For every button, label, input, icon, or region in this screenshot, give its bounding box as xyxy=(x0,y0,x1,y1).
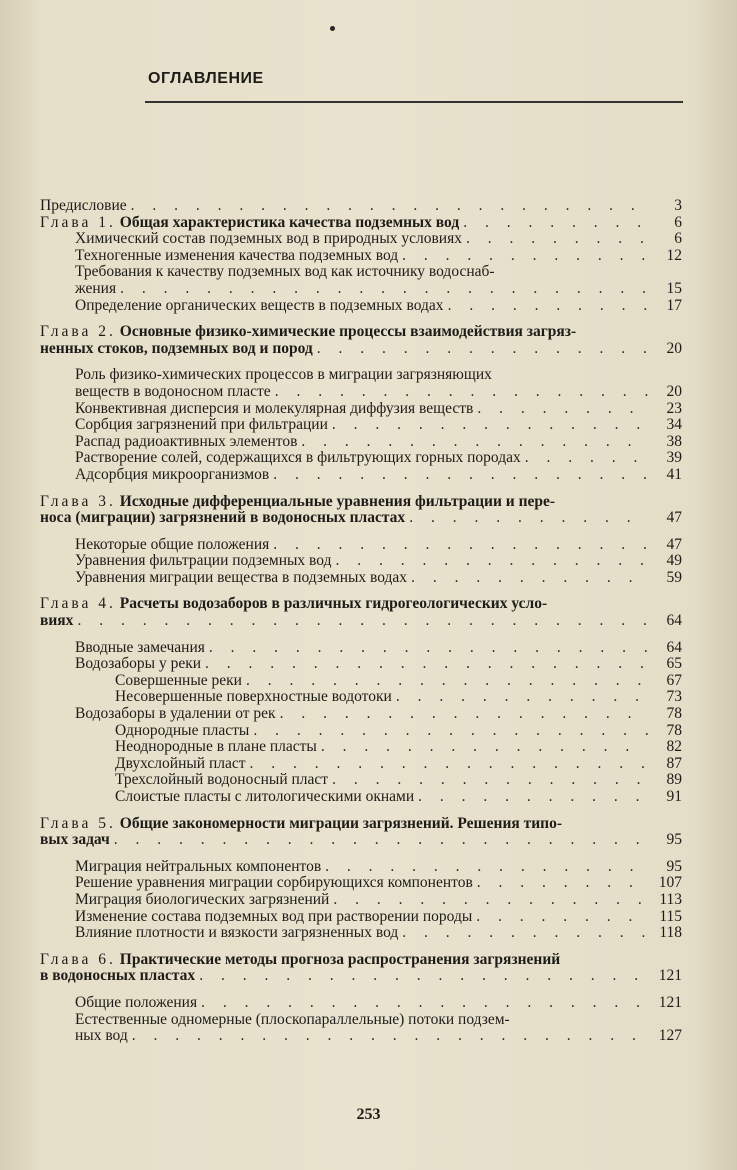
toc-entry xyxy=(40,706,682,723)
toc-subentry xyxy=(40,673,682,690)
toc-subentry xyxy=(40,739,682,756)
dot-leader xyxy=(205,656,648,673)
dot-leader xyxy=(301,434,648,451)
toc-entry-title: Глава 6. xyxy=(40,950,116,968)
toc-page-number: 65 xyxy=(666,655,682,673)
toc-page-number: 64 xyxy=(666,638,682,656)
toc-page-number: 64 xyxy=(666,612,682,630)
toc-entry-title: Исходные дифференциальные уравнения фильтрации и пере- xyxy=(119,492,556,510)
toc-page-number: 6 xyxy=(674,230,682,248)
toc-entry-title: Уравнения фильтрации подземных вод xyxy=(75,552,332,570)
toc-entry xyxy=(40,401,682,418)
table-of-contents xyxy=(40,198,682,1045)
toc-entry-title: Распад радиоактивных элементов xyxy=(75,432,298,450)
toc-entry-title: Глава 2. xyxy=(40,323,116,341)
dot-leader xyxy=(250,756,648,773)
toc-entry-title: веществ в водоносном пласте xyxy=(75,382,271,400)
toc-entry xyxy=(40,537,682,554)
toc-page-number: 17 xyxy=(666,296,682,314)
toc-entry xyxy=(40,450,682,467)
dot-leader xyxy=(114,832,648,849)
toc-page-number: 78 xyxy=(666,721,682,739)
dot-leader xyxy=(273,467,648,484)
dot-leader xyxy=(77,613,648,630)
toc-entry-title: в водоносных пластах xyxy=(40,967,196,985)
dot-leader xyxy=(525,450,648,467)
toc-entry-title: Трехслойный водоносный пласт xyxy=(115,771,329,789)
toc-entry xyxy=(40,553,682,570)
toc-entry-title: Неоднородные в плане пласты xyxy=(115,738,317,756)
toc-entry-title: Определение органических веществ в подземных водах xyxy=(75,296,444,314)
dot-leader xyxy=(246,673,648,690)
toc-entry-title: Изменение состава подземных вод при растворении породы xyxy=(75,907,473,925)
toc-entry xyxy=(40,264,682,281)
toc-entry xyxy=(40,1028,682,1045)
toc-page-number: 115 xyxy=(659,907,682,925)
dot-leader xyxy=(332,417,648,434)
dot-leader xyxy=(411,570,648,587)
toc-page-number: 41 xyxy=(666,465,682,483)
toc-entry xyxy=(40,367,682,384)
dot-leader xyxy=(476,909,648,926)
toc-chapter-3 xyxy=(40,494,682,511)
dot-leader xyxy=(131,198,648,215)
toc-entry-title: Роль физико-химических процессов в миграции загрязняющих xyxy=(75,366,492,384)
dot-leader xyxy=(201,995,648,1012)
toc-entry-title: Конвективная дисперсия и молекулярная диффузия веществ xyxy=(75,399,474,417)
toc-page-number: 78 xyxy=(666,705,682,723)
toc-entry xyxy=(40,231,682,248)
toc-entry-title: Однородные пласты xyxy=(115,721,250,739)
toc-entry xyxy=(40,1012,682,1029)
toc-entry xyxy=(40,570,682,587)
toc-subentry xyxy=(40,723,682,740)
toc-page-number: 127 xyxy=(658,1027,682,1045)
toc-entry-title: Практические методы прогноза распространения загрязнений xyxy=(119,950,561,968)
toc-page-number: 20 xyxy=(666,339,682,357)
toc-entry xyxy=(40,892,682,909)
toc-entry-title: Некоторые общие положения xyxy=(75,535,270,553)
toc-entry-title: Водозаборы у реки xyxy=(75,655,202,673)
toc-chapter-3-cont xyxy=(40,510,682,527)
toc-entry xyxy=(40,909,682,926)
toc-subentry xyxy=(40,756,682,773)
toc-entry-title: Общая характеристика качества подземных вод xyxy=(119,213,460,231)
toc-page-number: 47 xyxy=(666,535,682,553)
dot-leader xyxy=(280,706,648,723)
toc-entry xyxy=(40,281,682,298)
toc-entry-title: ных вод xyxy=(75,1027,128,1045)
toc-entry-title: Адсорбция микроорганизмов xyxy=(75,465,270,483)
toc-page-number: 73 xyxy=(666,688,682,706)
toc-page-number: 39 xyxy=(666,449,682,467)
toc-entry-title: Техногенные изменения качества подземных вод xyxy=(75,246,399,264)
dot-leader xyxy=(418,789,648,806)
toc-entry xyxy=(40,434,682,451)
toc-page-number: 15 xyxy=(666,279,682,297)
toc-entry-title: Сорбция загрязнений при фильтрации xyxy=(75,416,328,434)
toc-entry xyxy=(40,875,682,892)
toc-page-number: 91 xyxy=(666,788,682,805)
title-rule xyxy=(145,101,683,103)
toc-page-number: 121 xyxy=(658,993,682,1011)
toc-entry-title: Уравнения миграции вещества в подземных водах xyxy=(75,568,408,586)
toc-entry-title: вых задач xyxy=(40,831,110,849)
toc-entry xyxy=(40,995,682,1012)
toc-entry-title: Вводные замечания xyxy=(75,638,205,656)
toc-page-number: 49 xyxy=(666,552,682,570)
toc-entry-title: Слоистые пласты с литологическими окнами xyxy=(115,788,415,805)
toc-page-number: 34 xyxy=(666,416,682,434)
dot-leader xyxy=(325,859,648,876)
toc-entry xyxy=(40,248,682,265)
toc-page-number: 89 xyxy=(666,771,682,789)
toc-entry-title: Общие положения xyxy=(75,993,198,1011)
dot-leader xyxy=(396,689,648,706)
toc-entry-title: жения xyxy=(75,279,117,297)
toc-entry-title: Требования к качеству подземных вод как источнику водоснаб- xyxy=(75,263,495,281)
dot-leader xyxy=(120,281,648,298)
dot-leader xyxy=(273,537,648,554)
toc-page-number: 67 xyxy=(666,671,682,689)
toc-entry-title: Общие закономерности миграции загрязнений. Решения типо- xyxy=(119,814,563,832)
toc-subentry xyxy=(40,689,682,706)
toc-entry-title: Водозаборы в удалении от рек xyxy=(75,705,276,723)
dot-leader xyxy=(477,401,648,418)
toc-chapter-2-cont xyxy=(40,341,682,358)
toc-page-number: 6 xyxy=(674,213,682,231)
toc-entry xyxy=(40,467,682,484)
toc-entry-title: Растворение солей, содержащихся в фильтрующих горных породах xyxy=(75,449,521,467)
page-title: ОГЛАВЛЕНИЕ xyxy=(148,70,264,87)
print-mark xyxy=(330,26,335,31)
dot-leader xyxy=(448,298,648,315)
toc-chapter-2 xyxy=(40,324,682,341)
toc-entry-title: Влияние плотности и вязкости загрязненных вод xyxy=(75,924,399,942)
toc-entry-title: Расчеты водозаборов в различных гидрогеологических усло- xyxy=(119,595,548,613)
toc-entry xyxy=(40,640,682,657)
toc-page-number: 121 xyxy=(658,967,682,985)
toc-page-number: 82 xyxy=(666,738,682,756)
dot-leader xyxy=(317,341,648,358)
toc-subentry xyxy=(40,789,682,806)
toc-page-number: 95 xyxy=(666,831,682,849)
toc-entry-title: виях xyxy=(40,612,74,630)
toc-entry-title: Несовершенные поверхностные водотоки xyxy=(115,688,392,706)
toc-entry-title: Глава 3. xyxy=(40,492,116,510)
toc-entry-title: Двухслойный пласт xyxy=(115,754,246,772)
toc-chapter-1 xyxy=(40,215,682,232)
toc-page-number: 87 xyxy=(666,754,682,772)
toc-page-number: 38 xyxy=(666,432,682,450)
dot-leader xyxy=(402,248,648,265)
toc-entry-title: Глава 1. xyxy=(40,213,116,231)
toc-chapter-4-cont xyxy=(40,613,682,630)
toc-page-number: 95 xyxy=(666,857,682,875)
toc-entry-preface xyxy=(40,198,682,215)
toc-chapter-5 xyxy=(40,816,682,833)
toc-entry-title: Химический состав подземных вод в природных условиях xyxy=(75,230,462,248)
toc-entry-title: Естественные одномерные (плоскопараллельные) потоки подзем- xyxy=(75,1010,510,1028)
toc-page-number: 20 xyxy=(666,382,682,400)
toc-page-number: 47 xyxy=(666,509,682,527)
toc-entry xyxy=(40,859,682,876)
toc-chapter-6 xyxy=(40,952,682,969)
dot-leader xyxy=(463,215,648,232)
toc-page-number: 59 xyxy=(666,568,682,586)
toc-chapter-6-cont xyxy=(40,968,682,985)
toc-page-number: 118 xyxy=(659,924,682,942)
dot-leader xyxy=(335,553,648,570)
dot-leader xyxy=(332,772,648,789)
toc-page-number: 3 xyxy=(674,197,682,214)
toc-entry-title: Совершенные реки xyxy=(115,671,242,689)
toc-entry xyxy=(40,925,682,942)
toc-entry-title: Миграция биологических загрязнений xyxy=(75,890,330,908)
toc-page-number: 12 xyxy=(666,246,682,264)
dot-leader xyxy=(275,384,648,401)
toc-entry-title: Решение уравнения миграции сорбирующихся компонентов xyxy=(75,874,473,892)
toc-entry-title: Основные физико-химические процессы взаимодействия загряз- xyxy=(119,323,577,341)
toc-entry-title: Миграция нейтральных компонентов xyxy=(75,857,322,875)
dot-leader xyxy=(409,510,648,527)
toc-entry xyxy=(40,656,682,673)
toc-chapter-5-cont xyxy=(40,832,682,849)
page-number: 253 xyxy=(356,1106,381,1123)
dot-leader xyxy=(477,875,648,892)
dot-leader xyxy=(253,723,648,740)
toc-entry xyxy=(40,298,682,315)
dot-leader xyxy=(132,1028,648,1045)
toc-entry-title: Глава 5. xyxy=(40,814,116,832)
dot-leader xyxy=(333,892,648,909)
toc-entry-title: ненных стоков, подземных вод и пород xyxy=(40,339,313,357)
toc-entry xyxy=(40,417,682,434)
dot-leader xyxy=(321,739,648,756)
dot-leader xyxy=(466,231,648,248)
toc-page-number: 23 xyxy=(666,399,682,417)
toc-entry-title: носа (миграции) загрязнений в водоносных пластах xyxy=(40,509,406,527)
toc-subentry xyxy=(40,772,682,789)
toc-chapter-4 xyxy=(40,596,682,613)
toc-page-number: 107 xyxy=(658,874,682,892)
dot-leader xyxy=(209,640,648,657)
toc-entry-title: Глава 4. xyxy=(40,595,116,613)
toc-page-number: 113 xyxy=(659,890,682,908)
dot-leader xyxy=(199,968,648,985)
toc-entry xyxy=(40,384,682,401)
dot-leader xyxy=(402,925,648,942)
toc-entry-title: Предисловие xyxy=(40,197,127,214)
